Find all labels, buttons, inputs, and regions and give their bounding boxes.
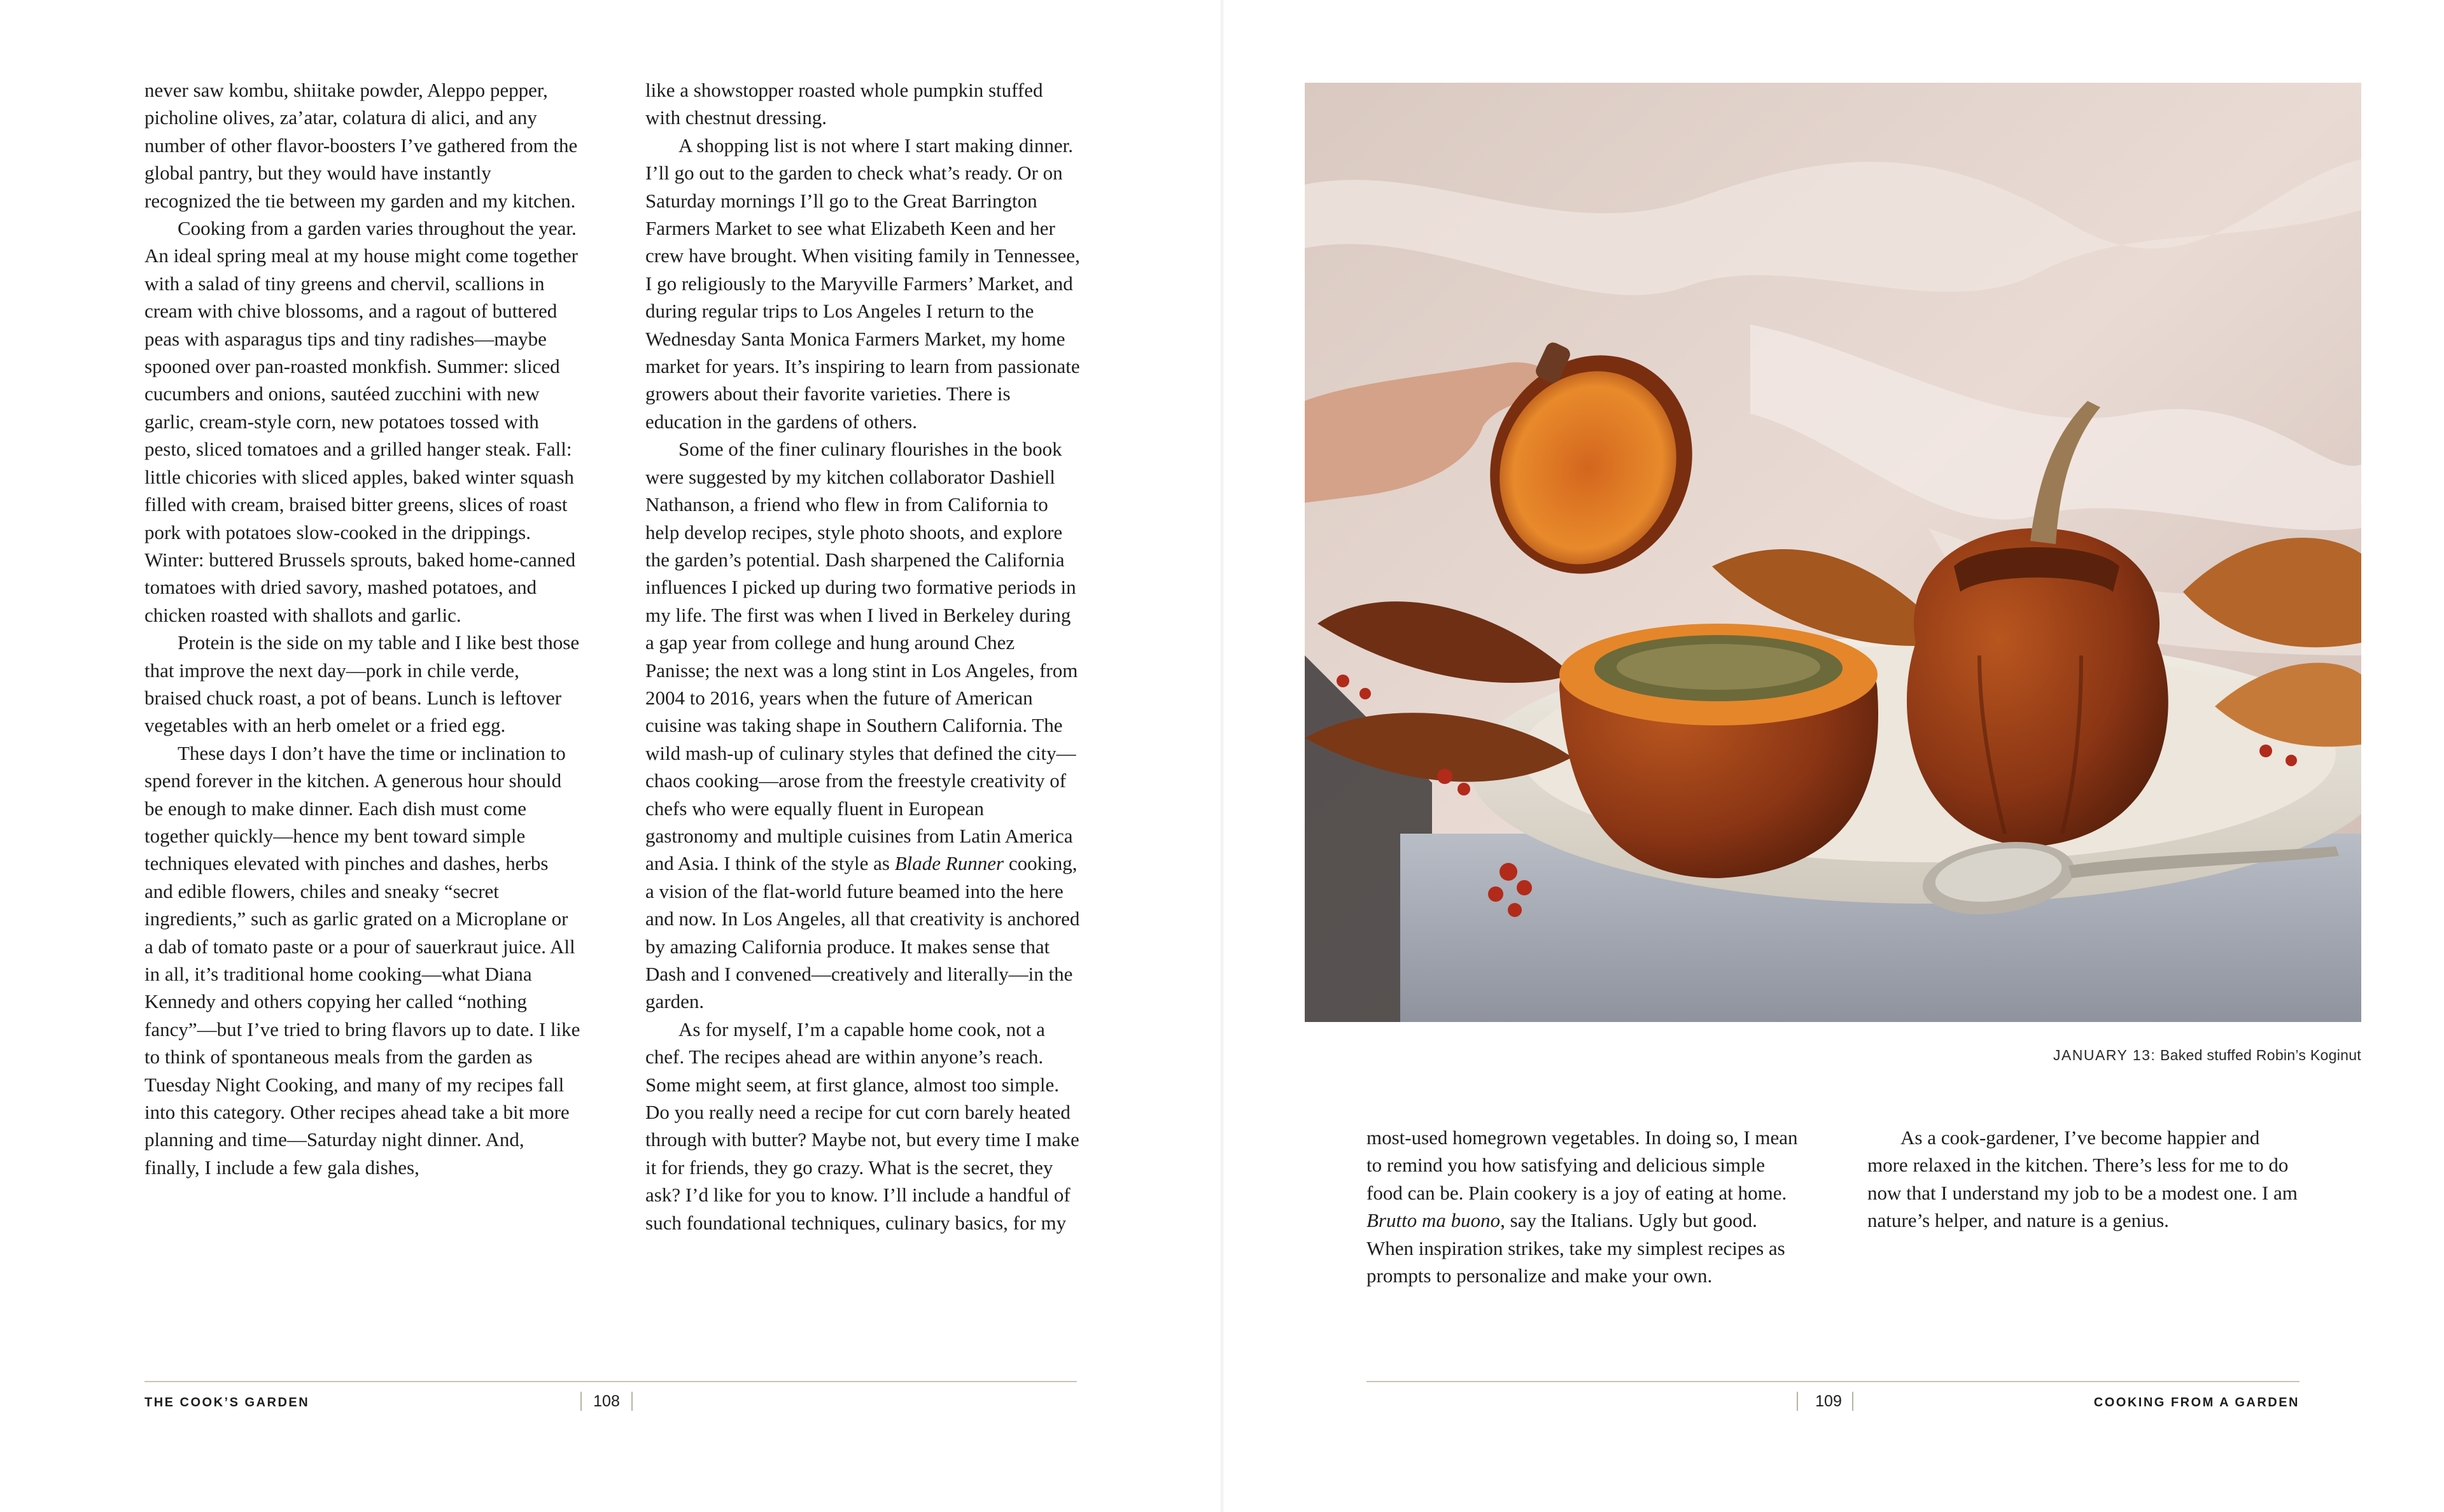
left-page-column-2 (645, 76, 1081, 1236)
running-head: COOKING FROM A GARDEN (2093, 1396, 2300, 1410)
paragraph (645, 435, 1081, 1016)
italic-title: Blade Runner (894, 852, 1004, 875)
text-run: Some of the finer culinary flourishes in the book were suggested by my kitchen collaborator Dashiell Nathanson, a friend who flew in from California to help develop recipes, style photo shoots, and explore the garden’s potential. Dash sharpened the California influences I picked up during two formative periods in my life. The first was when I lived in Berkeley during a gap year from college and hung around Chez Panisse; the next was a long stint in Los Angeles, from 2004 to 2016, years when the future of American cuisine was taking shape in Southern California. The wild mash-up of culinary styles that defined the city—chaos cooking—arose from the freestyle creativity of chefs who were equally fluent in European gastronomy and multiple cuisines from Latin America and Asia. I think of the style as (645, 438, 1078, 875)
page-number: 109 (1815, 1392, 1842, 1410)
folio-divider (1852, 1392, 1853, 1411)
text-run: cooking, a vision of the flat-world future beamed into the here and now. In Los Angeles, all that creativity is anchored by amazing California produce. It makes sense that Dash and I convened—creatively and literally—in the garden. (645, 852, 1080, 1013)
text-run: most-used homegrown vegetables. In doing so, I mean to remind you how satisfying and delicious simple food can be. Plain cookery is a joy of eating at home. (1366, 1126, 1798, 1204)
photo-caption (1846, 1047, 2361, 1064)
folio-divider (1797, 1392, 1798, 1411)
paragraph (1366, 1124, 1802, 1289)
page-gutter (1221, 0, 1223, 1512)
paragraph: A shopping list is not where I start making dinner. I’ll go out to the garden to check what’s ready. Or on Saturday mornings I’ll go to the Great Barrington Farmers Market to see what Elizabeth Keen and her crew have brought. When visiting family in Tennessee, I go religiously to the Maryville Farmers’ Market, and during regular trips to Los Angeles I return to the Wednesday Santa Monica Farmers Market, my home market for years. It’s inspiring to learn from passionate growers about their favorite varieties. There is education in the gardens of others. (645, 134, 1080, 433)
italic-phrase: Brutto ma buono (1366, 1209, 1501, 1232)
footer-rule (144, 1381, 1077, 1382)
folio-divider (631, 1392, 633, 1411)
squash-photo (1305, 83, 2361, 1022)
text-run: , say the Italians. Ugly but good. When inspiration strikes, take my simplest recipes as prompts to personalize and make your own. (1366, 1209, 1785, 1287)
paragraph: Cooking from a garden varies throughout the year. An ideal spring meal at my house might come together with a salad of tiny greens and chervil, scallions in cream with chive blossoms, and a ragout of buttered peas with asparagus tips and tiny radishes—maybe spooned over pan-roasted monkfish. Summer: sliced cucumbers and onions, sautéed zucchini with new garlic, cream-style corn, new potatoes tossed with pesto, sliced tomatoes and a grilled hanger steak. Fall: little chicories with sliced apples, baked winter squash filled with cream, braised bitter greens, slices of roast pork with potatoes slow-cooked in the drippings. Winter: buttered Brussels sprouts, baked home-canned tomatoes with dried savory, mashed potatoes, and chicken roasted with shallots and garlic. (144, 217, 578, 626)
caption-label: JANUARY 13: (2053, 1047, 2156, 1063)
paragraph: like a showstopper roasted whole pumpkin stuffed with chestnut dressing. (645, 79, 1043, 129)
running-head: THE COOK’S GARDEN (144, 1396, 310, 1410)
page-number: 108 (593, 1392, 620, 1410)
paragraph: Protein is the side on my table and I like best those that improve the next day—pork in chile verde, braised chuck roast, a pot of beans. Lunch is leftover vegetables with an herb omelet or a fried egg. (144, 631, 580, 737)
paragraph: never saw kombu, shiitake powder, Aleppo pepper, picholine olives, za’atar, colatura di alici, and any number of other flavor-boosters I’ve gathered from the global pantry, but they would have instantly recognized the tie between my garden and my kitchen. (144, 79, 578, 212)
footer-rule (1366, 1381, 2300, 1382)
right-page-column-1 (1366, 1124, 1802, 1289)
paragraph: As a cook-gardener, I’ve become happier and more relaxed in the kitchen. There’s less for me to do now that I understand my job to be a modest one. I am nature’s helper, and nature is a genius. (1867, 1126, 2298, 1232)
right-page-column-2 (1867, 1124, 2303, 1235)
left-page-column-1 (144, 76, 580, 1181)
caption-text: Baked stuffed Robin’s Koginut (2156, 1047, 2361, 1063)
paragraph: As for myself, I’m a capable home cook, not a chef. The recipes ahead are within anyone’s reach. Some might seem, at first glance, almost too simple. Do you really need a recipe for cut corn barely heated through with butter? Maybe not, but every time I make it for friends, they go crazy. What is the secret, they ask? I’d like for you to know. I’ll include a handful of such foundational techniques, culinary basics, for my (645, 1018, 1079, 1234)
paragraph: These days I don’t have the time or inclination to spend forever in the kitchen. A generous hour should be enough to make dinner. Each dish must come together quickly—hence my bent toward simple techniques elevated with pinches and dashes, herbs and edible flowers, chiles and sneaky “secret ingredients,” such as garlic grated on a Microplane or a dab of tomato paste or a pour of sauerkraut juice. All in all, it’s traditional home cooking—what Diana Kennedy and others copying her called “nothing fancy”—but I’ve tried to bring flavors up to date. I like to think of spontaneous meals from the garden as Tuesday Night Cooking, and many of my recipes fall into this category. Other recipes ahead take a bit more planning and time—Saturday night dinner. And, finally, I include a few gala dishes, (144, 741, 580, 1179)
